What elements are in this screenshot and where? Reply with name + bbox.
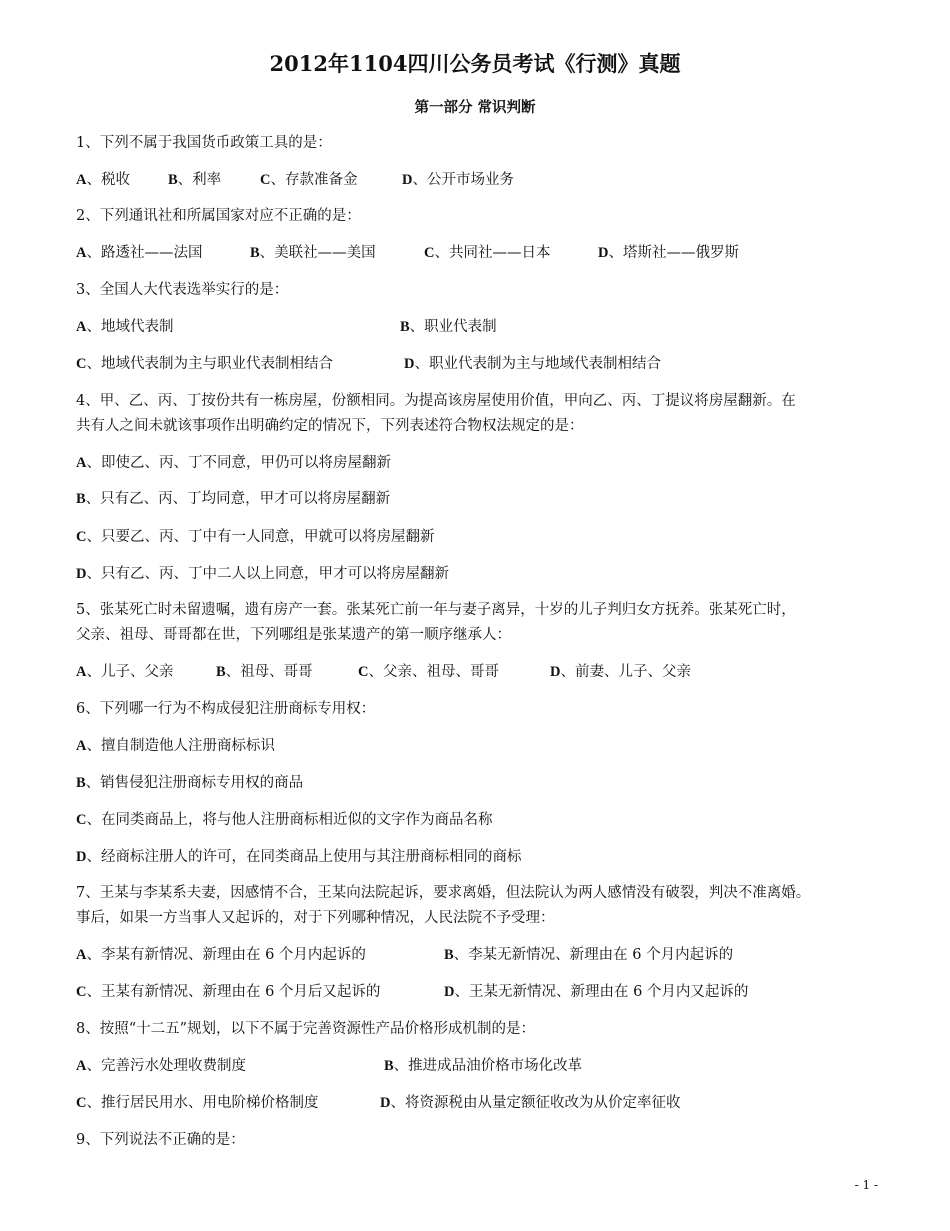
option-5-d: D、前妻、儿子、父亲 — [550, 664, 691, 680]
question-stem-9: 9、下列说法不正确的是： — [76, 1132, 245, 1148]
page-number: - 1 - — [854, 1178, 878, 1192]
question-stem-5-line1: 5、张某死亡时未留遗嘱，遗有房产一套。张某死亡前一年与妻子离异，十岁的儿子判归女方抚养。张某死亡时， — [76, 602, 796, 618]
option-8-b: B、推进成品油价格市场化改革 — [384, 1058, 583, 1074]
page-title: 2012年1104四川公务员考试《行测》真题 — [269, 51, 681, 76]
option-2-d: D、塔斯社——俄罗斯 — [598, 245, 739, 261]
option-3-d: D、职业代表制为主与地域代表制相结合 — [404, 356, 661, 372]
option-5-c: C、父亲、祖母、哥哥 — [358, 664, 499, 680]
option-4-a: A、即使乙、丙、丁不同意，甲仍可以将房屋翻新 — [76, 455, 391, 471]
question-stem-6: 6、下列哪一行为不构成侵犯注册商标专用权： — [76, 701, 376, 717]
option-2-c: C、共同社——日本 — [424, 245, 551, 261]
option-8-d: D、将资源税由从量定额征收改为从价定率征收 — [380, 1095, 681, 1111]
question-stem-5-line2: 父亲、祖母、哥哥都在世，下列哪组是张某遗产的第一顺序继承人： — [76, 627, 511, 643]
option-5-b: B、祖母、哥哥 — [216, 664, 313, 680]
option-4-c: C、只要乙、丙、丁中有一人同意，甲就可以将房屋翻新 — [76, 529, 435, 545]
option-7-a: A、李某有新情况、新理由在 6 个月内起诉的 — [76, 947, 366, 963]
option-1-b: B、利率 — [168, 172, 222, 188]
option-8-a: A、完善污水处理收费制度 — [76, 1058, 246, 1074]
option-6-c: C、在同类商品上，将与他人注册商标相近似的文字作为商品名称 — [76, 812, 493, 828]
option-4-b: B、只有乙、丙、丁均同意，甲才可以将房屋翻新 — [76, 491, 391, 507]
option-5-a: A、儿子、父亲 — [76, 664, 174, 680]
option-1-c: C、存款准备金 — [260, 172, 358, 188]
question-stem-8: 8、按照“十二五”规划，以下不属于完善资源性产品价格形成机制的是： — [76, 1021, 536, 1037]
option-3-b: B、职业代表制 — [400, 319, 497, 335]
option-1-d: D、公开市场业务 — [402, 172, 514, 188]
option-3-a: A、地域代表制 — [76, 319, 174, 335]
option-6-b: B、销售侵犯注册商标专用权的商品 — [76, 775, 304, 791]
option-7-d: D、王某无新情况、新理由在 6 个月内又起诉的 — [444, 984, 749, 1000]
option-1-a: A、税收 — [76, 172, 130, 188]
question-stem-4-line1: 4、甲、乙、丙、丁按份共有一栋房屋，份额相同。为提高该房屋使用价值，甲向乙、丙、丁提议将房屋翻新。在 — [76, 393, 796, 409]
option-7-b: B、李某无新情况、新理由在 6 个月内起诉的 — [444, 947, 734, 963]
question-stem-1: 1、下列不属于我国货币政策工具的是： — [76, 135, 332, 151]
option-6-a: A、擅自制造他人注册商标标识 — [76, 738, 275, 754]
option-7-c: C、王某有新情况、新理由在 6 个月后又起诉的 — [76, 984, 381, 1000]
option-2-b: B、美联社——美国 — [250, 245, 376, 261]
question-stem-3: 3、全国人大代表选举实行的是： — [76, 282, 289, 298]
question-stem-2: 2、下列通讯社和所属国家对应不正确的是： — [76, 208, 361, 224]
question-stem-4-line2: 共有人之间未就该事项作出明确约定的情况下，下列表述符合物权法规定的是： — [76, 418, 584, 434]
option-6-d: D、经商标注册人的许可，在同类商品上使用与其注册商标相同的商标 — [76, 849, 522, 865]
option-4-d: D、只有乙、丙、丁中二人以上同意，甲才可以将房屋翻新 — [76, 566, 449, 582]
section-heading: 第一部分 常识判断 — [414, 99, 536, 116]
question-stem-7-line1: 7、王某与李某系夫妻，因感情不合，王某向法院起诉，要求离婚，但法院认为两人感情没有破裂，判决不准离婚。 — [76, 885, 811, 901]
option-3-c: C、地域代表制为主与职业代表制相结合 — [76, 356, 333, 372]
question-stem-7-line2: 事后，如果一方当事人又起诉的，对于下列哪种情况，人民法院不予受理： — [76, 910, 555, 926]
option-2-a: A、路透社——法国 — [76, 245, 203, 261]
option-8-c: C、推行居民用水、用电阶梯价格制度 — [76, 1095, 319, 1111]
